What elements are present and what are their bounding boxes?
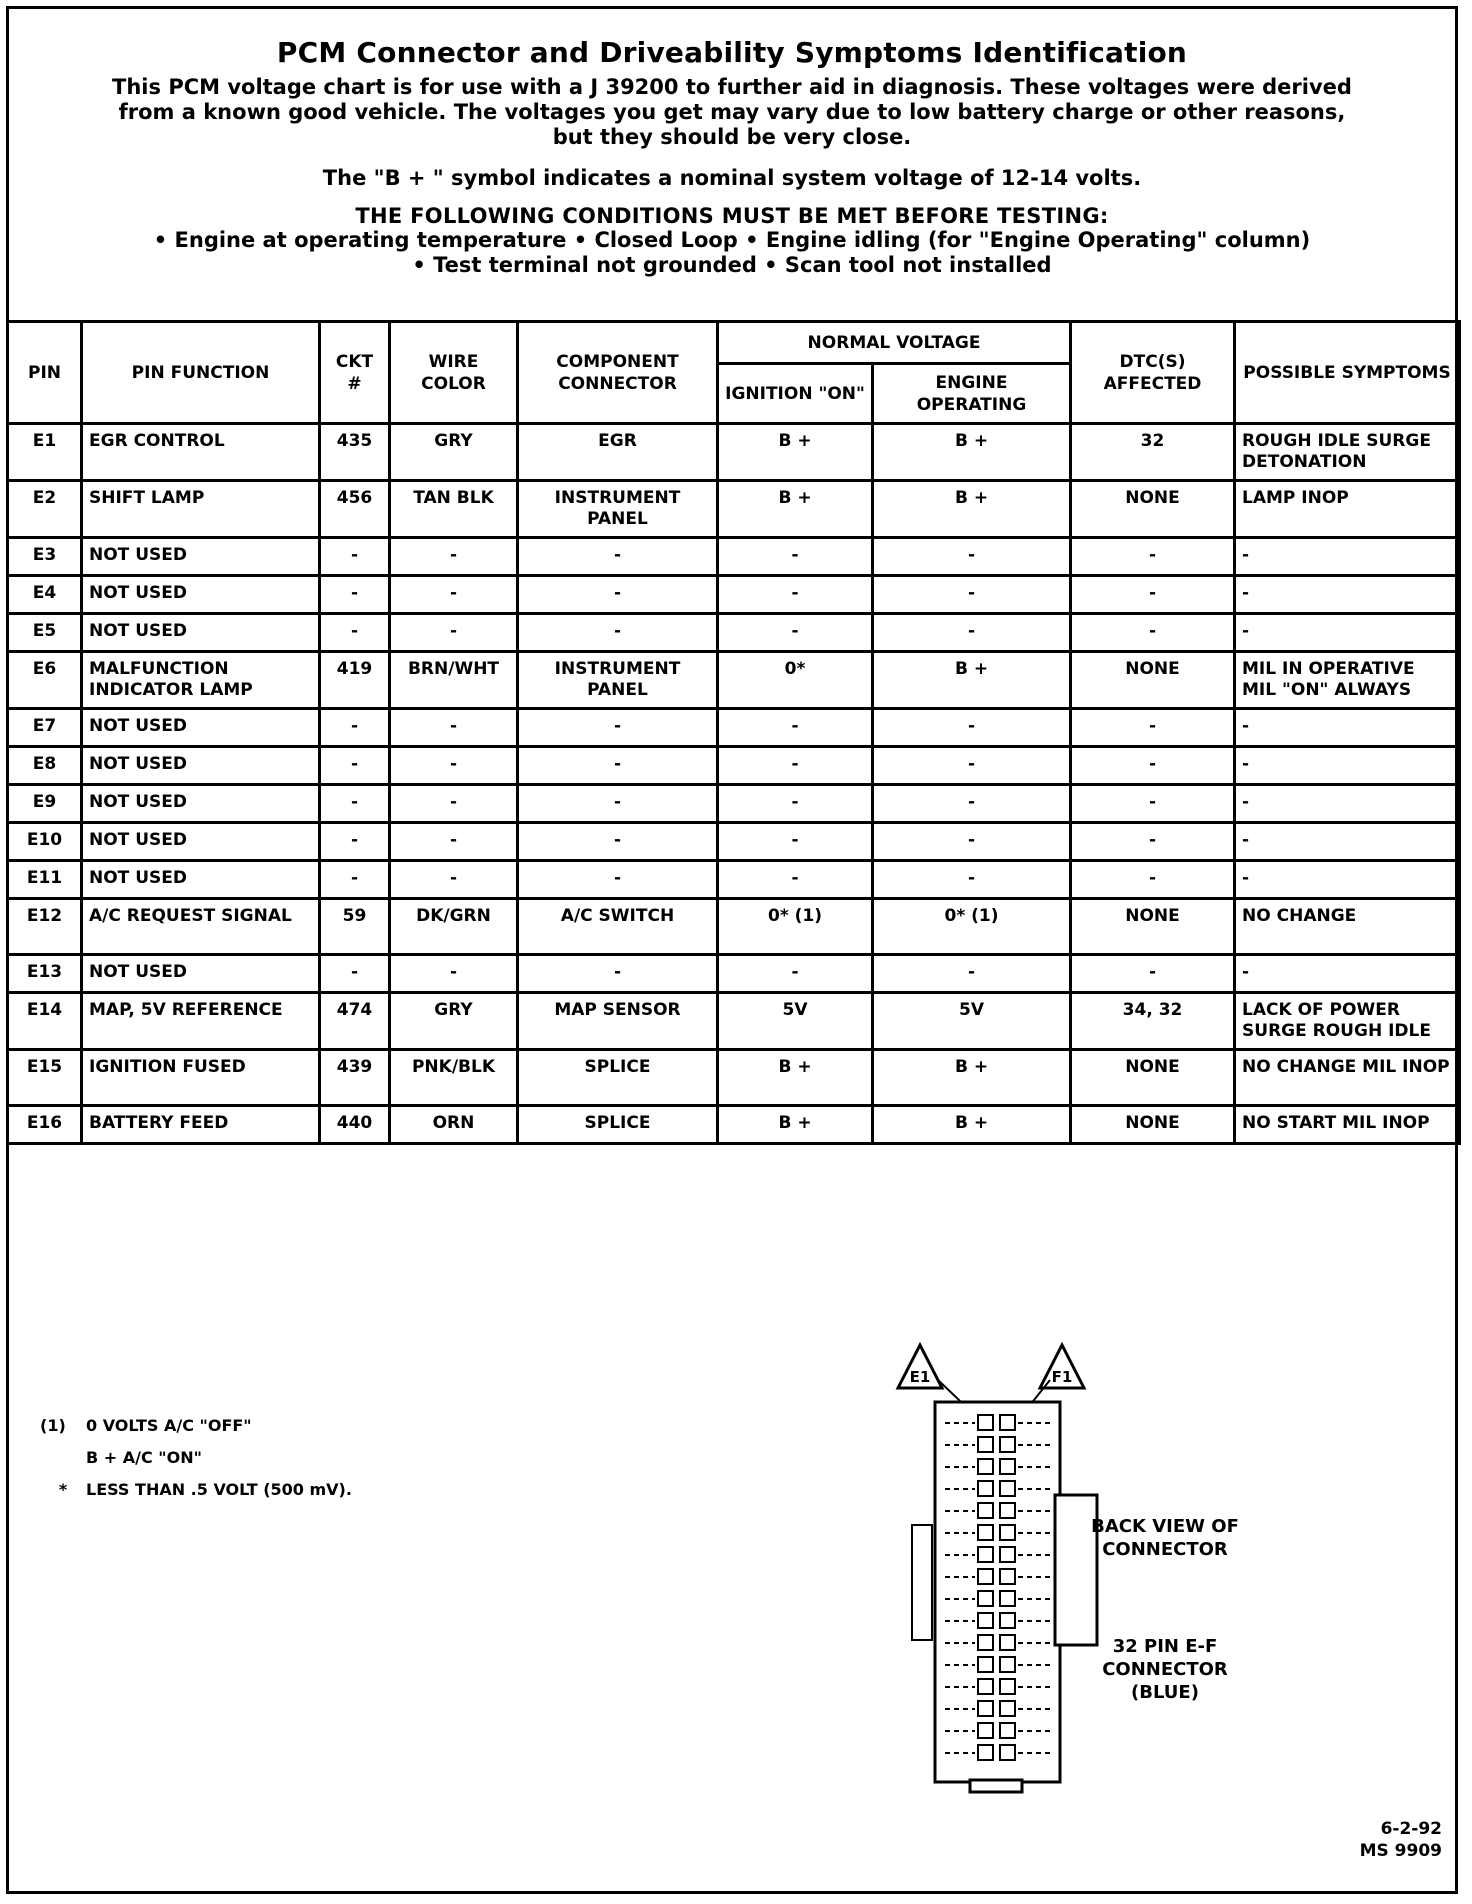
connector-lock-tab bbox=[912, 1525, 932, 1640]
row-component: - bbox=[518, 955, 718, 993]
connector-pin bbox=[1000, 1503, 1015, 1518]
footnote-1-cont bbox=[40, 1442, 352, 1474]
footnote-text: B + A/C "ON" bbox=[86, 1448, 202, 1467]
row-pin: E3 bbox=[8, 538, 82, 576]
row-pin: E13 bbox=[8, 955, 82, 993]
row-wire-color: - bbox=[390, 614, 518, 652]
conditions-title: THE FOLLOWING CONDITIONS MUST BE MET BEFORE TESTING: bbox=[355, 204, 1109, 228]
row-dtc: 34, 32 bbox=[1071, 993, 1235, 1050]
row-pin-function: NOT USED bbox=[82, 576, 320, 614]
row-ckt: 419 bbox=[320, 652, 390, 709]
row-wire-color: - bbox=[390, 538, 518, 576]
row-pin: E7 bbox=[8, 709, 82, 747]
row-dtc: - bbox=[1071, 576, 1235, 614]
row-engine-operating: - bbox=[873, 747, 1071, 785]
connector-pin bbox=[978, 1723, 993, 1738]
connector-pin bbox=[978, 1701, 993, 1716]
connector-pin bbox=[978, 1525, 993, 1540]
row-pin-function: NOT USED bbox=[82, 861, 320, 899]
connector-pin bbox=[978, 1613, 993, 1628]
header-dtc-affected: DTC(S) AFFECTED bbox=[1071, 322, 1235, 424]
page-title: PCM Connector and Driveability Symptoms Identification bbox=[276, 36, 1188, 69]
footnote-mark: (1) bbox=[40, 1416, 66, 1435]
row-ckt: - bbox=[320, 955, 390, 993]
row-pin-function: MALFUNCTION INDICATOR LAMP bbox=[82, 652, 320, 709]
connector-pin bbox=[1000, 1723, 1015, 1738]
conditions-line: • Test terminal not grounded • Scan tool not installed bbox=[412, 253, 1052, 277]
row-wire-color: - bbox=[390, 576, 518, 614]
row-dtc: - bbox=[1071, 709, 1235, 747]
row-engine-operating: B + bbox=[873, 652, 1071, 709]
bplus-note: The "B + " symbol indicates a nominal system voltage of 12-14 volts. bbox=[322, 166, 1142, 190]
row-engine-operating: B + bbox=[873, 481, 1071, 538]
document-stamp bbox=[1360, 1818, 1442, 1862]
row-ckt: - bbox=[320, 614, 390, 652]
header-pin: PIN bbox=[8, 322, 82, 424]
row-dtc: NONE bbox=[1071, 652, 1235, 709]
row-pin: E12 bbox=[8, 899, 82, 955]
row-symptoms: MIL IN OPERATIVE MIL "ON" ALWAYS bbox=[1235, 652, 1460, 709]
row-dtc: 32 bbox=[1071, 424, 1235, 481]
row-pin-function: NOT USED bbox=[82, 823, 320, 861]
row-dtc: - bbox=[1071, 861, 1235, 899]
connector-pin bbox=[1000, 1657, 1015, 1672]
intro-text bbox=[46, 75, 1418, 150]
row-dtc: - bbox=[1071, 823, 1235, 861]
row-symptoms: NO CHANGE MIL INOP bbox=[1235, 1050, 1460, 1106]
connector-pin bbox=[1000, 1745, 1015, 1760]
table-row bbox=[8, 652, 1460, 709]
connector-pin bbox=[1000, 1415, 1015, 1430]
row-engine-operating: - bbox=[873, 576, 1071, 614]
row-dtc: NONE bbox=[1071, 1050, 1235, 1106]
table-row bbox=[8, 1050, 1460, 1106]
row-engine-operating: - bbox=[873, 785, 1071, 823]
row-pin: E5 bbox=[8, 614, 82, 652]
row-pin-function: NOT USED bbox=[82, 785, 320, 823]
row-ckt: - bbox=[320, 785, 390, 823]
row-ignition-on: B + bbox=[718, 1106, 873, 1144]
row-ckt: - bbox=[320, 576, 390, 614]
row-engine-operating: B + bbox=[873, 1050, 1071, 1106]
row-ignition-on: - bbox=[718, 576, 873, 614]
row-wire-color: TAN BLK bbox=[390, 481, 518, 538]
intro-line: but they should be very close. bbox=[552, 125, 912, 149]
document-code: MS 9909 bbox=[1359, 1841, 1442, 1861]
connector-pin bbox=[1000, 1635, 1015, 1650]
row-ignition-on: - bbox=[718, 614, 873, 652]
table-row bbox=[8, 955, 1460, 993]
row-wire-color: - bbox=[390, 747, 518, 785]
row-ckt: - bbox=[320, 823, 390, 861]
row-pin-function: NOT USED bbox=[82, 614, 320, 652]
pcm-table bbox=[6, 320, 1461, 1145]
row-ckt: 439 bbox=[320, 1050, 390, 1106]
row-ckt: 59 bbox=[320, 899, 390, 955]
row-component: - bbox=[518, 785, 718, 823]
row-ignition-on: - bbox=[718, 823, 873, 861]
row-dtc: NONE bbox=[1071, 1106, 1235, 1144]
row-symptoms: - bbox=[1235, 538, 1460, 576]
connector-pin bbox=[1000, 1525, 1015, 1540]
header-normal-voltage: NORMAL VOLTAGE bbox=[718, 322, 1071, 364]
connector-pin bbox=[978, 1635, 993, 1650]
connector-pin bbox=[1000, 1459, 1015, 1474]
header-ignition-on: IGNITION "ON" bbox=[718, 364, 873, 424]
table-row bbox=[8, 1106, 1460, 1144]
connector-pin bbox=[978, 1437, 993, 1452]
table-row bbox=[8, 481, 1460, 538]
connector-pin bbox=[1000, 1613, 1015, 1628]
row-dtc: - bbox=[1071, 747, 1235, 785]
row-symptoms: ROUGH IDLE SURGE DETONATION bbox=[1235, 424, 1460, 481]
table-row bbox=[8, 538, 1460, 576]
row-pin: E1 bbox=[8, 424, 82, 481]
connector-pin bbox=[978, 1569, 993, 1584]
row-symptoms: - bbox=[1235, 955, 1460, 993]
row-dtc: - bbox=[1071, 785, 1235, 823]
row-pin: E4 bbox=[8, 576, 82, 614]
row-symptoms: LACK OF POWER SURGE ROUGH IDLE bbox=[1235, 993, 1460, 1050]
table-body bbox=[8, 424, 1460, 1144]
row-ckt: 440 bbox=[320, 1106, 390, 1144]
row-ignition-on: B + bbox=[718, 1050, 873, 1106]
row-symptoms: - bbox=[1235, 861, 1460, 899]
connector-pin bbox=[978, 1745, 993, 1760]
row-symptoms: NO CHANGE bbox=[1235, 899, 1460, 955]
row-component: - bbox=[518, 576, 718, 614]
row-ignition-on: 5V bbox=[718, 993, 873, 1050]
row-component: SPLICE bbox=[518, 1050, 718, 1106]
table-row bbox=[8, 823, 1460, 861]
connector-pin bbox=[978, 1459, 993, 1474]
row-ignition-on: B + bbox=[718, 424, 873, 481]
row-pin: E16 bbox=[8, 1106, 82, 1144]
row-pin-function: NOT USED bbox=[82, 538, 320, 576]
row-pin-function: MAP, 5V REFERENCE bbox=[82, 993, 320, 1050]
row-symptoms: - bbox=[1235, 709, 1460, 747]
row-ignition-on: B + bbox=[718, 481, 873, 538]
row-dtc: - bbox=[1071, 614, 1235, 652]
row-pin-function: A/C REQUEST SIGNAL bbox=[82, 899, 320, 955]
row-component: INSTRUMENT PANEL bbox=[518, 652, 718, 709]
intro-line: This PCM voltage chart is for use with a J 39200 to further aid in diagnosis. These voltages were derived bbox=[112, 75, 1352, 99]
row-ignition-on: - bbox=[718, 955, 873, 993]
row-pin-function: BATTERY FEED bbox=[82, 1106, 320, 1144]
row-ignition-on: - bbox=[718, 785, 873, 823]
row-component: EGR bbox=[518, 424, 718, 481]
table-row bbox=[8, 785, 1460, 823]
row-engine-operating: - bbox=[873, 709, 1071, 747]
row-ignition-on: - bbox=[718, 747, 873, 785]
row-engine-operating: - bbox=[873, 823, 1071, 861]
row-pin: E9 bbox=[8, 785, 82, 823]
row-wire-color: - bbox=[390, 861, 518, 899]
table-row bbox=[8, 614, 1460, 652]
row-symptoms: - bbox=[1235, 576, 1460, 614]
header-pin-function: PIN FUNCTION bbox=[82, 322, 320, 424]
intro-line: from a known good vehicle. The voltages you get may vary due to low battery charge or other reasons, bbox=[118, 100, 1346, 124]
e1-label: E1 bbox=[909, 1368, 931, 1386]
connector-diagram bbox=[890, 1340, 1120, 1800]
header-engine-operating: ENGINE OPERATING bbox=[873, 364, 1071, 424]
row-engine-operating: - bbox=[873, 538, 1071, 576]
row-symptoms: LAMP INOP bbox=[1235, 481, 1460, 538]
connector-pin bbox=[978, 1679, 993, 1694]
footnotes bbox=[40, 1410, 352, 1506]
row-ckt: - bbox=[320, 861, 390, 899]
table-row bbox=[8, 993, 1460, 1050]
row-component: SPLICE bbox=[518, 1106, 718, 1144]
footnote-text: 0 VOLTS A/C "OFF" bbox=[86, 1416, 252, 1435]
row-symptoms: - bbox=[1235, 823, 1460, 861]
row-symptoms: - bbox=[1235, 747, 1460, 785]
connector-pin bbox=[978, 1481, 993, 1496]
row-ignition-on: - bbox=[718, 538, 873, 576]
row-ckt: 456 bbox=[320, 481, 390, 538]
row-symptoms: - bbox=[1235, 614, 1460, 652]
header-component-connector: COMPONENT CONNECTOR bbox=[518, 322, 718, 424]
connector-pin bbox=[978, 1503, 993, 1518]
connector-pin bbox=[1000, 1481, 1015, 1496]
header-ckt: CKT # bbox=[320, 322, 390, 424]
row-component: MAP SENSOR bbox=[518, 993, 718, 1050]
row-component: - bbox=[518, 823, 718, 861]
row-wire-color: BRN/WHT bbox=[390, 652, 518, 709]
row-component: - bbox=[518, 709, 718, 747]
footnote-mark: * bbox=[58, 1480, 68, 1499]
back-view-label: BACK VIEW OF CONNECTOR bbox=[1091, 1516, 1239, 1560]
row-component: A/C SWITCH bbox=[518, 899, 718, 955]
row-engine-operating: - bbox=[873, 955, 1071, 993]
row-pin: E11 bbox=[8, 861, 82, 899]
connector-pin bbox=[978, 1547, 993, 1562]
row-component: - bbox=[518, 747, 718, 785]
row-engine-operating: 0* (1) bbox=[873, 899, 1071, 955]
row-ckt: 474 bbox=[320, 993, 390, 1050]
connector-pin bbox=[978, 1415, 993, 1430]
row-component: INSTRUMENT PANEL bbox=[518, 481, 718, 538]
header bbox=[6, 6, 1458, 322]
row-wire-color: GRY bbox=[390, 993, 518, 1050]
row-pin-function: SHIFT LAMP bbox=[82, 481, 320, 538]
row-wire-color: PNK/BLK bbox=[390, 1050, 518, 1106]
row-pin-function: IGNITION FUSED bbox=[82, 1050, 320, 1106]
row-component: - bbox=[518, 861, 718, 899]
row-wire-color: - bbox=[390, 785, 518, 823]
row-engine-operating: - bbox=[873, 861, 1071, 899]
footnote-2 bbox=[40, 1474, 352, 1506]
table-row bbox=[8, 899, 1460, 955]
header-wire-color: WIRE COLOR bbox=[390, 322, 518, 424]
row-pin: E14 bbox=[8, 993, 82, 1050]
row-pin-function: NOT USED bbox=[82, 709, 320, 747]
connector-pin bbox=[1000, 1679, 1015, 1694]
connector-pin bbox=[1000, 1591, 1015, 1606]
row-pin-function: NOT USED bbox=[82, 747, 320, 785]
connector-pin bbox=[978, 1657, 993, 1672]
row-symptoms: NO START MIL INOP bbox=[1235, 1106, 1460, 1144]
row-pin: E8 bbox=[8, 747, 82, 785]
connector-pin bbox=[1000, 1569, 1015, 1584]
row-engine-operating: 5V bbox=[873, 993, 1071, 1050]
table-row bbox=[8, 861, 1460, 899]
footnote-text: LESS THAN .5 VOLT (500 mV). bbox=[86, 1480, 352, 1499]
row-ignition-on: 0* bbox=[718, 652, 873, 709]
connector-pin bbox=[978, 1591, 993, 1606]
connector-pin bbox=[1000, 1437, 1015, 1452]
f1-label: F1 bbox=[1051, 1368, 1073, 1386]
table-row bbox=[8, 747, 1460, 785]
row-symptoms: - bbox=[1235, 785, 1460, 823]
row-ignition-on: 0* (1) bbox=[718, 899, 873, 955]
row-dtc: - bbox=[1071, 955, 1235, 993]
table-row bbox=[8, 709, 1460, 747]
row-wire-color: - bbox=[390, 709, 518, 747]
row-dtc: NONE bbox=[1071, 481, 1235, 538]
row-ignition-on: - bbox=[718, 861, 873, 899]
row-engine-operating: B + bbox=[873, 1106, 1071, 1144]
document-date: 6-2-92 bbox=[1380, 1819, 1442, 1839]
row-dtc: - bbox=[1071, 538, 1235, 576]
row-pin: E2 bbox=[8, 481, 82, 538]
row-ckt: - bbox=[320, 747, 390, 785]
row-component: - bbox=[518, 538, 718, 576]
row-ckt: - bbox=[320, 709, 390, 747]
table-row bbox=[8, 424, 1460, 481]
table-row bbox=[8, 576, 1460, 614]
row-wire-color: DK/GRN bbox=[390, 899, 518, 955]
row-pin-function: EGR CONTROL bbox=[82, 424, 320, 481]
row-wire-color: ORN bbox=[390, 1106, 518, 1144]
row-engine-operating: B + bbox=[873, 424, 1071, 481]
row-dtc: NONE bbox=[1071, 899, 1235, 955]
conditions-line: • Engine at operating temperature • Closed Loop • Engine idling (for "Engine Operating" column) bbox=[153, 228, 1311, 252]
row-engine-operating: - bbox=[873, 614, 1071, 652]
connector-pin bbox=[1000, 1701, 1015, 1716]
row-pin: E6 bbox=[8, 652, 82, 709]
row-pin: E15 bbox=[8, 1050, 82, 1106]
pin-count-label: 32 PIN E-F CONNECTOR (BLUE) bbox=[1102, 1636, 1228, 1703]
row-wire-color: - bbox=[390, 823, 518, 861]
header-possible-symptoms: POSSIBLE SYMPTOMS bbox=[1235, 322, 1460, 424]
row-pin-function: NOT USED bbox=[82, 955, 320, 993]
row-wire-color: GRY bbox=[390, 424, 518, 481]
row-component: - bbox=[518, 614, 718, 652]
row-wire-color: - bbox=[390, 955, 518, 993]
row-ckt: 435 bbox=[320, 424, 390, 481]
connector-body bbox=[935, 1402, 1060, 1782]
row-ignition-on: - bbox=[718, 709, 873, 747]
row-ckt: - bbox=[320, 538, 390, 576]
footnote-1 bbox=[40, 1410, 352, 1442]
connector-pin bbox=[1000, 1547, 1015, 1562]
row-pin: E10 bbox=[8, 823, 82, 861]
